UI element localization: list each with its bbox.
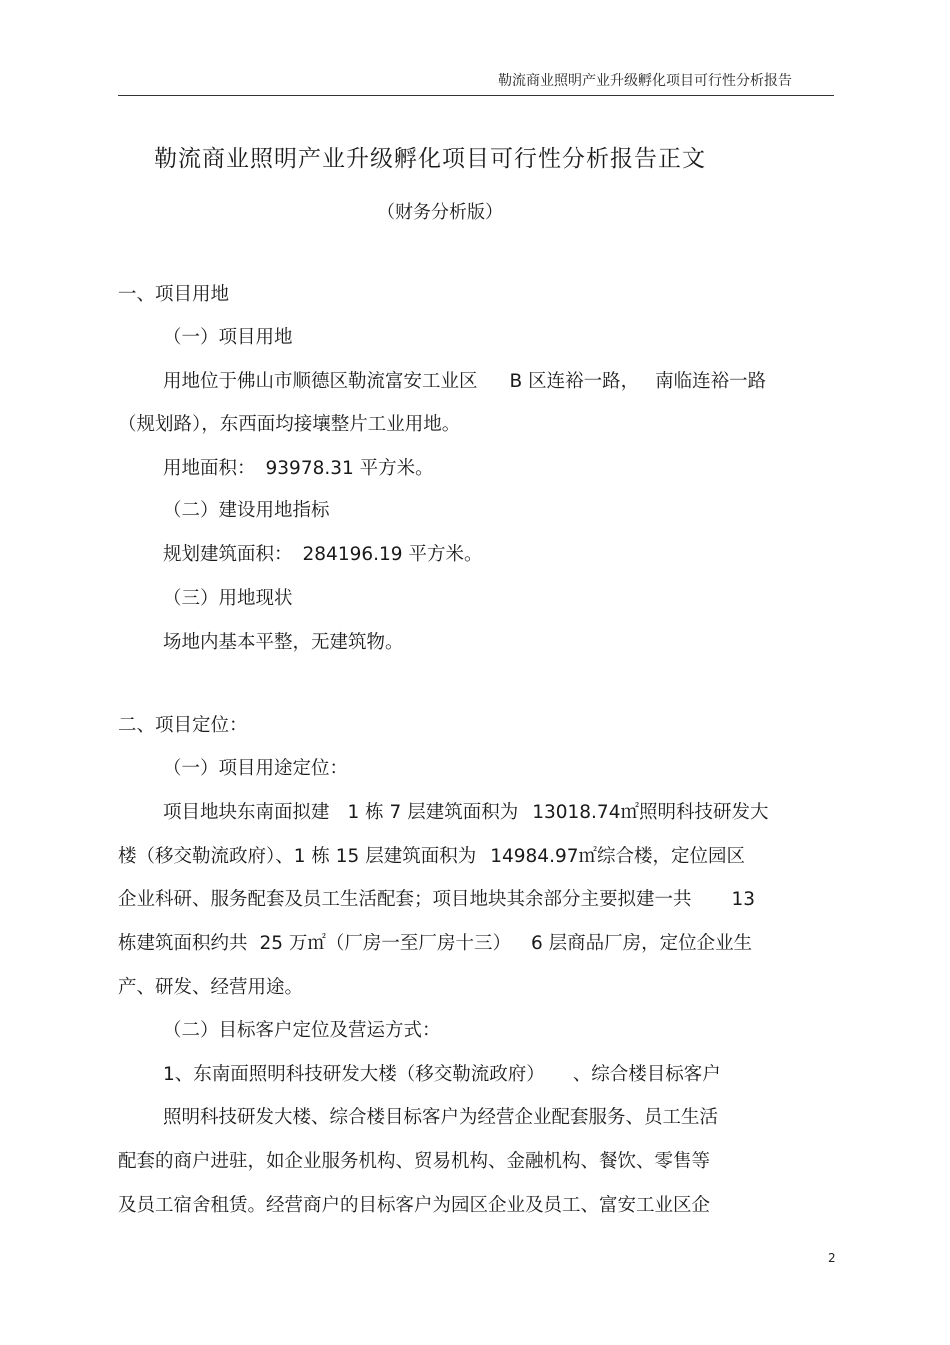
paragraph-line — [118, 931, 752, 957]
paragraph-line: 照明科技研发大楼、综合楼目标客户为经营企业配套服务、员工生活 — [163, 1107, 719, 1128]
paragraph-line: 场地内基本平整，无建筑物。 — [163, 632, 404, 653]
text-run: 1、东南面照明科技研发大楼（移交勒流政府） — [163, 1064, 545, 1085]
section-heading-2: 二、项目定位： — [118, 715, 248, 736]
paragraph-line: 产、研发、经营用途。 — [118, 977, 304, 998]
text-run: 25 万㎡（厂房一至厂房十三） — [259, 933, 511, 954]
text-run: 楼（移交勒流政府）、1 栋 15 层建筑面积为 — [118, 846, 477, 867]
paragraph-line: （规划路），东西面均接壤整片工业用地。 — [118, 414, 461, 435]
text-run: 用地面积： — [163, 458, 256, 479]
subsection-heading: （二）目标客户定位及营运方式： — [163, 1020, 441, 1041]
page-number: 2 — [828, 1251, 836, 1265]
text-run: 企业科研、服务配套及员工生活配套；项目地块其余部分主要拟建一共 — [118, 889, 692, 910]
text-run: 6 层商品厂房，定位企业生 — [530, 933, 753, 954]
text-run: 南临连裕一路 — [655, 371, 767, 392]
subsection-heading: （三）用地现状 — [163, 588, 293, 609]
paragraph-line — [163, 800, 768, 826]
paragraph-line — [163, 456, 434, 482]
text-run: 用地位于佛山市顺德区勒流富安工业区 — [163, 371, 478, 392]
text-run: 14984.97㎡综合楼，定位园区 — [490, 846, 745, 867]
text-run: 规划建筑面积： — [163, 544, 293, 565]
paragraph-line — [118, 887, 755, 913]
document-title: 勒流商业照明产业升级孵化项目可行性分析报告正文 — [154, 146, 706, 172]
subsection-heading: （二）建设用地指标 — [163, 500, 330, 521]
text-run: 1 栋 7 层建筑面积为 — [347, 802, 519, 823]
paragraph-line — [118, 844, 745, 870]
paragraph-line: 及员工宿舍租赁。经营商户的目标客户为园区企业及员工、富安工业区企 — [118, 1195, 711, 1216]
text-run: B 区连裕一路， — [509, 371, 640, 392]
text-run: 项目地块东南面拟建 — [163, 802, 330, 823]
text-run: 、综合楼目标客户 — [572, 1064, 721, 1085]
paragraph-line — [163, 369, 766, 395]
text-run: 93978.31 平方米。 — [265, 458, 434, 479]
text-run: 284196.19 平方米。 — [302, 544, 483, 565]
subsection-heading: （一）项目用途定位： — [163, 758, 349, 779]
paragraph-line — [163, 542, 482, 568]
subsection-heading: （一）项目用地 — [163, 327, 293, 348]
text-run: 13018.74㎡照明科技研发大 — [532, 802, 769, 823]
running-header: 勒流商业照明产业升级孵化项目可行性分析报告 — [498, 73, 792, 89]
paragraph-line — [163, 1062, 721, 1088]
paragraph-line: 配套的商户进驻，如企业服务机构、贸易机构、金融机构、餐饮、零售等 — [118, 1151, 711, 1172]
text-run: 栋建筑面积约共 — [118, 933, 248, 954]
header-divider — [118, 95, 834, 96]
section-heading-1: 一、项目用地 — [118, 284, 230, 305]
text-run: 13 — [731, 889, 756, 910]
document-subtitle: （财务分析版） — [377, 202, 503, 223]
